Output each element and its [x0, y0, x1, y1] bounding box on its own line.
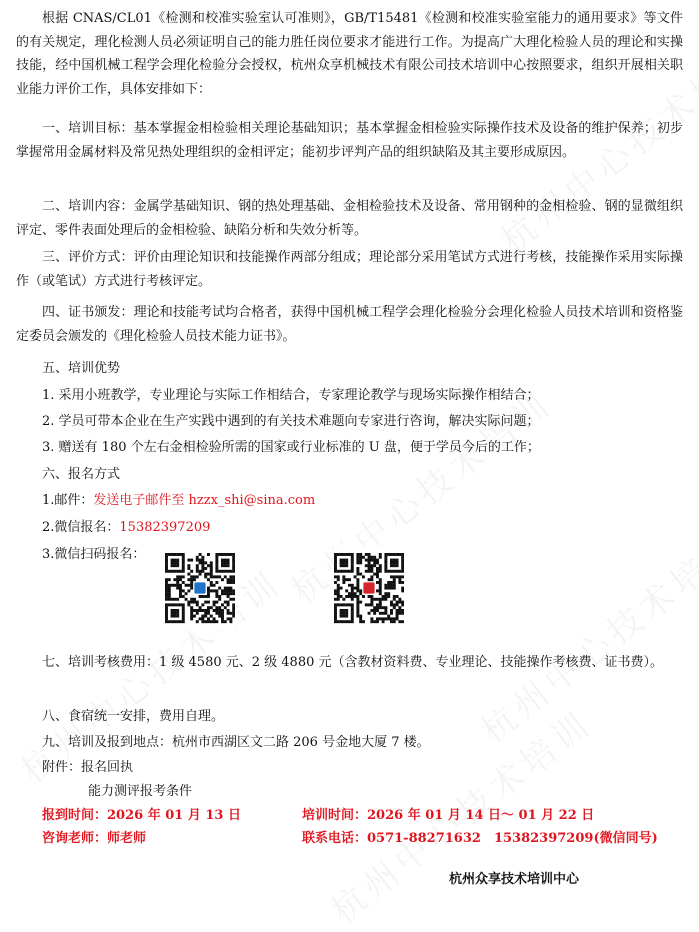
- section-certificate: 四、证书颁发：理论和技能考试均合格者，获得中国机械工程学会理化检验分会理化检验人员技术培训和资格鉴定委员会颁发的《理化检验人员技术能力证书》。: [16, 305, 683, 344]
- attachment-line: 附件：报名回执: [42, 760, 134, 775]
- signup-email-row: [42, 489, 315, 513]
- section-evaluation: 三、评价方式：评价由理论知识和技能操作两部分组成；理论部分采用笔试方式进行考核，技能操作采用实际操作（或笔试）方式进行考核评定。: [16, 250, 683, 289]
- signup-wechat-row: [42, 516, 210, 540]
- intro-paragraph: 根据 CNAS/CL01《检测和校准实验室认可准则》，GB/T15481《检测和校准实验室能力的通用要求》等文件的有关规定，理化检测人员必须证明自己的能力胜任岗位要求才能进行工作。为提高广大理化检验人员的理论和实操技能，经中国机械工程学会理化检验分会授权，杭州众享机械技术有限公司技术培训中心按照要求，组织开展相关职业能力评价工作，具体安排如下：: [16, 11, 683, 97]
- section-signup-title: 六、报名方式: [42, 467, 121, 482]
- section-training-goal: 一、培训目标：基本掌握金相检验相关理论基础知识；基本掌握金相检验实际操作技术及设备的维护保养；初步掌握常用金属材料及常见热处理组织的金相评定；能初步评判产品的组织缺陷及其主要形成原因。: [16, 121, 683, 160]
- wechat-label: 2.微信报名：: [42, 520, 120, 535]
- section-location: 九、培训及报到地点：杭州市西湖区文二路 206 号金地大厦 7 楼。: [42, 735, 430, 750]
- qr-code-left[interactable]: [165, 545, 235, 631]
- email-label: 1.邮件：: [42, 493, 94, 508]
- section-fees: 七、培训考核费用：1 级 4580 元、2 级 4880 元（含教材资料费、专业理论、技能操作考核费、证书费）。: [42, 655, 664, 670]
- advantage-item: 2. 学员可带本企业在生产实践中遇到的有关技术难题向专家进行咨询，解决实际问题；: [42, 414, 540, 429]
- section-training-content: 二、培训内容：金属学基础知识、钢的热处理基础、金相检验技术及设备、常用钢种的金相检验、钢的显微组织评定、零件表面处理后的金相检验、缺陷分析和失效分析等。: [16, 199, 683, 238]
- contact-phone: 联系电话：0571-88271632 15382397209(微信同号): [302, 831, 658, 846]
- signature-organization: 杭州众享技术培训中心: [449, 872, 580, 887]
- training-time: 培训时间：2026 年 01 月 14 日～ 01 月 22 日: [302, 808, 595, 823]
- advantage-item: 3. 赠送有 180 个左右金相检验所需的国家或行业标准的 U 盘，便于学员今后的工作；: [42, 440, 540, 455]
- wechat-number: 15382397209: [119, 520, 211, 535]
- signup-scan-label: 3.微信扫码报名：: [42, 547, 146, 562]
- report-time: 报到时间：2026 年 01 月 13 日: [42, 808, 241, 823]
- attachment-line: 能力测评报考条件: [88, 784, 193, 799]
- section-advantages-title: 五、培训优势: [42, 361, 121, 376]
- section-accommodation: 八、食宿统一安排，费用自理。: [42, 709, 225, 724]
- email-link[interactable]: 发送电子邮件至 hzzx_shi@sina.com: [93, 493, 316, 508]
- watermark: [469, 517, 699, 753]
- advantage-item: 1. 采用小班教学，专业理论与实际工作相结合，专家理论教学与现场实际操作相结合；: [42, 388, 540, 403]
- qr-code-right[interactable]: [334, 545, 404, 631]
- consult-teacher: 咨询老师：师老师: [42, 831, 147, 846]
